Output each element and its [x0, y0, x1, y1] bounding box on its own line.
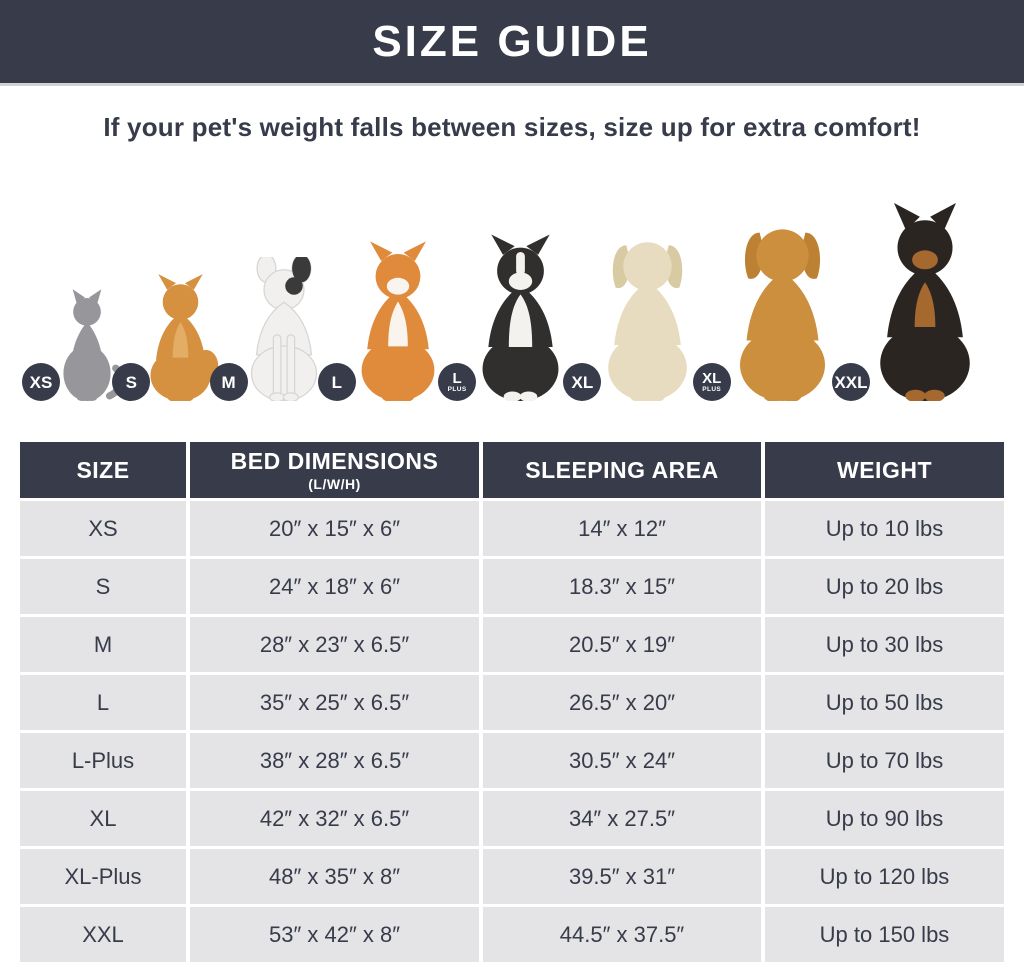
column-header-size: SIZE	[20, 442, 186, 498]
cell-sleeping-l: 26.5″ x 20″	[483, 675, 761, 730]
cell-sleeping-l-plus: 30.5″ x 24″	[483, 733, 761, 788]
cell-bed-l-plus: 38″ x 28″ x 6.5″	[190, 733, 479, 788]
cell-bed-xs: 20″ x 15″ x 6″	[190, 501, 479, 556]
doberman-illustration	[856, 203, 994, 401]
labrador-illustration	[587, 227, 708, 401]
cell-sleeping-m: 20.5″ x 19″	[483, 617, 761, 672]
size-badge-m: M	[210, 363, 248, 401]
cell-sleeping-xl: 34″ x 27.5″	[483, 791, 761, 846]
cell-weight-l-plus: Up to 70 lbs	[765, 733, 1004, 788]
column-header-bed-dimensions: BED DIMENSIONS (L/W/H)	[190, 442, 479, 498]
cell-sleeping-s: 18.3″ x 15″	[483, 559, 761, 614]
pet-shiba-inu-l	[331, 240, 454, 401]
size-table	[20, 442, 1004, 962]
cell-weight-m: Up to 30 lbs	[765, 617, 1004, 672]
size-badge-xl-plus: XL PLUS	[693, 363, 731, 401]
size-badge-l: L	[318, 363, 356, 401]
cell-size-s: S	[20, 559, 186, 614]
cell-weight-xl: Up to 90 lbs	[765, 791, 1004, 846]
page-title: SIZE GUIDE	[372, 16, 652, 66]
cell-size-xxl: XXL	[20, 907, 186, 962]
cell-bed-xxl: 53″ x 42″ x 8″	[190, 907, 479, 962]
cell-weight-l: Up to 50 lbs	[765, 675, 1004, 730]
header-bar	[0, 0, 1024, 86]
pet-border-collie-l-plus	[447, 233, 579, 401]
border-collie-illustration	[462, 233, 579, 401]
size-badge-xs: XS	[22, 363, 60, 401]
cell-size-l: L	[20, 675, 186, 730]
pet-labrador-xl	[571, 227, 708, 401]
cell-sleeping-xl-plus: 39.5″ x 31″	[483, 849, 761, 904]
cell-weight-xxl: Up to 150 lbs	[765, 907, 1004, 962]
sizing-tip-text: If your pet's weight falls between sizes, size up for extra comfort!	[103, 112, 921, 142]
cell-sleeping-xxl: 44.5″ x 37.5″	[483, 907, 761, 962]
cell-bed-xl-plus: 48″ x 35″ x 8″	[190, 849, 479, 904]
cell-bed-l: 35″ x 25″ x 6.5″	[190, 675, 479, 730]
size-badge-xl: XL	[563, 363, 601, 401]
pets-size-row	[0, 179, 1024, 401]
pet-golden-retriever-xl-plus	[702, 213, 848, 401]
bed-dimensions-subheader: (L/W/H)	[308, 476, 361, 492]
cell-bed-m: 28″ x 23″ x 6.5″	[190, 617, 479, 672]
cell-size-xl-plus: XL-Plus	[20, 849, 186, 904]
cell-sleeping-xs: 14″ x 12″	[483, 501, 761, 556]
cell-bed-xl: 42″ x 32″ x 6.5″	[190, 791, 479, 846]
cell-weight-s: Up to 20 lbs	[765, 559, 1004, 614]
cell-size-l-plus: L-Plus	[20, 733, 186, 788]
golden-retriever-illustration	[717, 213, 848, 401]
column-header-weight: WEIGHT	[765, 442, 1004, 498]
size-badge-s: S	[112, 363, 150, 401]
cell-weight-xl-plus: Up to 120 lbs	[765, 849, 1004, 904]
shiba-inu-illustration	[342, 240, 454, 401]
pet-doberman-xxl	[834, 203, 994, 401]
cell-weight-xs: Up to 10 lbs	[765, 501, 1004, 556]
size-badge-xxl: XXL	[832, 363, 870, 401]
cell-size-xs: XS	[20, 501, 186, 556]
cell-bed-s: 24″ x 18″ x 6″	[190, 559, 479, 614]
cell-size-m: M	[20, 617, 186, 672]
cell-size-xl: XL	[20, 791, 186, 846]
column-header-sleeping-area: SLEEPING AREA	[483, 442, 761, 498]
size-badge-l-plus: L PLUS	[438, 363, 476, 401]
